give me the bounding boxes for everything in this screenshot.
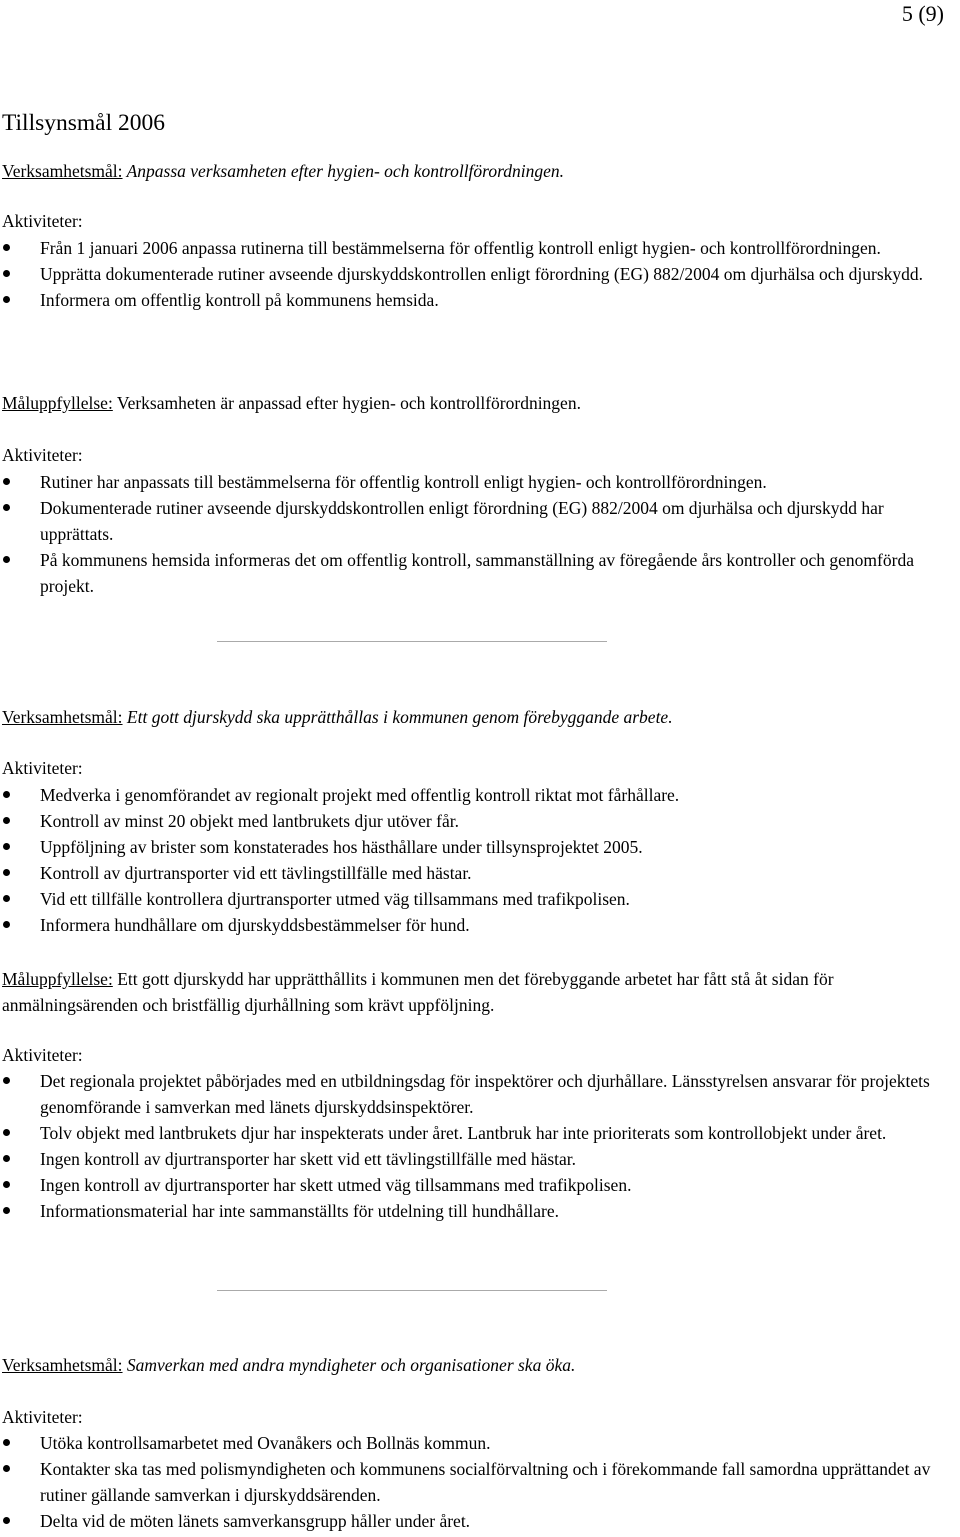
- section-1-goal: [2, 158, 958, 184]
- list-item: Informationsmaterial har inte sammanställts för utdelning till hundhållare.: [0, 1198, 940, 1224]
- section-2-activities-list: [0, 782, 940, 938]
- list-item: Delta vid de möten länets samverkansgrupp håller under året.: [0, 1508, 940, 1534]
- section-2-goal: [2, 704, 958, 730]
- section-2-results-heading: Aktiviteter:: [2, 1045, 83, 1065]
- document-title: Tillsynsmål 2006: [2, 110, 166, 136]
- list-item: Det regionala projektet påbörjades med en utbildningsdag för inspektörer och djurhållare. Länsstyrelsen ansvarar för projektets genomförande i samverkan med länets djurskyddsinspektörer.: [0, 1068, 940, 1120]
- list-item: Upprätta dokumenterade rutiner avseende djurskyddskontrollen enligt förordning (EG) 882/2004 om djurhälsa och djurskydd.: [0, 261, 940, 287]
- list-item: Tolv objekt med lantbrukets djur har inspekterats under året. Lantbruk har inte prioriterats som kontrollobjekt under året.: [0, 1120, 940, 1146]
- fulfillment-label: Måluppfyllelse:: [2, 969, 113, 989]
- section-2-fulfillment: [2, 966, 958, 1018]
- list-item: Från 1 januari 2006 anpassa rutinerna till bestämmelserna för offentlig kontroll enligt hygien- och kontrollförordningen.: [0, 235, 940, 261]
- goal-text: Samverkan med andra myndigheter och organisationer ska öka.: [122, 1355, 576, 1375]
- list-item: Rutiner har anpassats till bestämmelserna för offentlig kontroll enligt hygien- och kontrollförordningen.: [0, 469, 940, 495]
- section-3-goal: [2, 1352, 958, 1378]
- section-1-activities-heading: Aktiviteter:: [2, 211, 83, 231]
- list-item: Kontakter ska tas med polismyndigheten och kommunens socialförvaltning och i förekommande fall samordna upprättandet av rutiner gällande samverkan i djurskyddsärenden.: [0, 1456, 940, 1508]
- list-item: Informera hundhållare om djurskyddsbestämmelser för hund.: [0, 912, 940, 938]
- list-item: Medverka i genomförandet av regionalt projekt med offentlig kontroll riktat mot fårhållare.: [0, 782, 940, 808]
- list-item: Kontroll av djurtransporter vid ett tävlingstillfälle med hästar.: [0, 860, 940, 886]
- goal-label: Verksamhetsmål:: [2, 1355, 123, 1375]
- fulfillment-text: Ett gott djurskydd har upprätthållits i kommunen men det förebyggande arbetet har fått stå åt sidan för anmälningsärenden och bristfällig djurhållning som krävt uppföljning.: [2, 969, 834, 1015]
- page-number: 5 (9): [901, 1, 944, 26]
- section-1-activities-list: [0, 235, 940, 313]
- section-3-activities-list: [0, 1430, 940, 1534]
- section-1-results-heading: Aktiviteter:: [2, 445, 83, 465]
- goal-text: Anpassa verksamheten efter hygien- och kontrollförordningen.: [122, 161, 564, 181]
- fulfillment-text: Verksamheten är anpassad efter hygien- och kontrollförordningen.: [112, 393, 581, 413]
- list-item: Informera om offentlig kontroll på kommunens hemsida.: [0, 287, 940, 313]
- list-item: Dokumenterade rutiner avseende djurskyddskontrollen enligt förordning (EG) 882/2004 om djurhälsa och djurskydd har upprättats.: [0, 495, 940, 547]
- section-divider: [217, 1290, 607, 1291]
- goal-text: Ett gott djurskydd ska upprätthållas i kommunen genom förebyggande arbete.: [122, 707, 673, 727]
- goal-label: Verksamhetsmål:: [2, 707, 123, 727]
- list-item: Utöka kontrollsamarbetet med Ovanåkers och Bollnäs kommun.: [0, 1430, 940, 1456]
- list-item: Kontroll av minst 20 objekt med lantbrukets djur utöver får.: [0, 808, 940, 834]
- goal-label: Verksamhetsmål:: [2, 161, 123, 181]
- section-1-fulfillment: [2, 390, 958, 416]
- section-1-results-list: [0, 469, 940, 599]
- list-item: På kommunens hemsida informeras det om offentlig kontroll, sammanställning av föregående års kontroller och genomförda projekt.: [0, 547, 940, 599]
- section-divider: [217, 641, 607, 642]
- section-2-results-list: [0, 1068, 940, 1224]
- section-2-activities-heading: Aktiviteter:: [2, 758, 83, 778]
- list-item: Ingen kontroll av djurtransporter har skett vid ett tävlingstillfälle med hästar.: [0, 1146, 940, 1172]
- section-3-activities-heading: Aktiviteter:: [2, 1407, 83, 1427]
- list-item: Ingen kontroll av djurtransporter har skett utmed väg tillsammans med trafikpolisen.: [0, 1172, 940, 1198]
- fulfillment-label: Måluppfyllelse:: [2, 393, 113, 413]
- list-item: Uppföljning av brister som konstaterades hos hästhållare under tillsynsprojektet 2005.: [0, 834, 940, 860]
- list-item: Vid ett tillfälle kontrollera djurtransporter utmed väg tillsammans med trafikpolisen.: [0, 886, 940, 912]
